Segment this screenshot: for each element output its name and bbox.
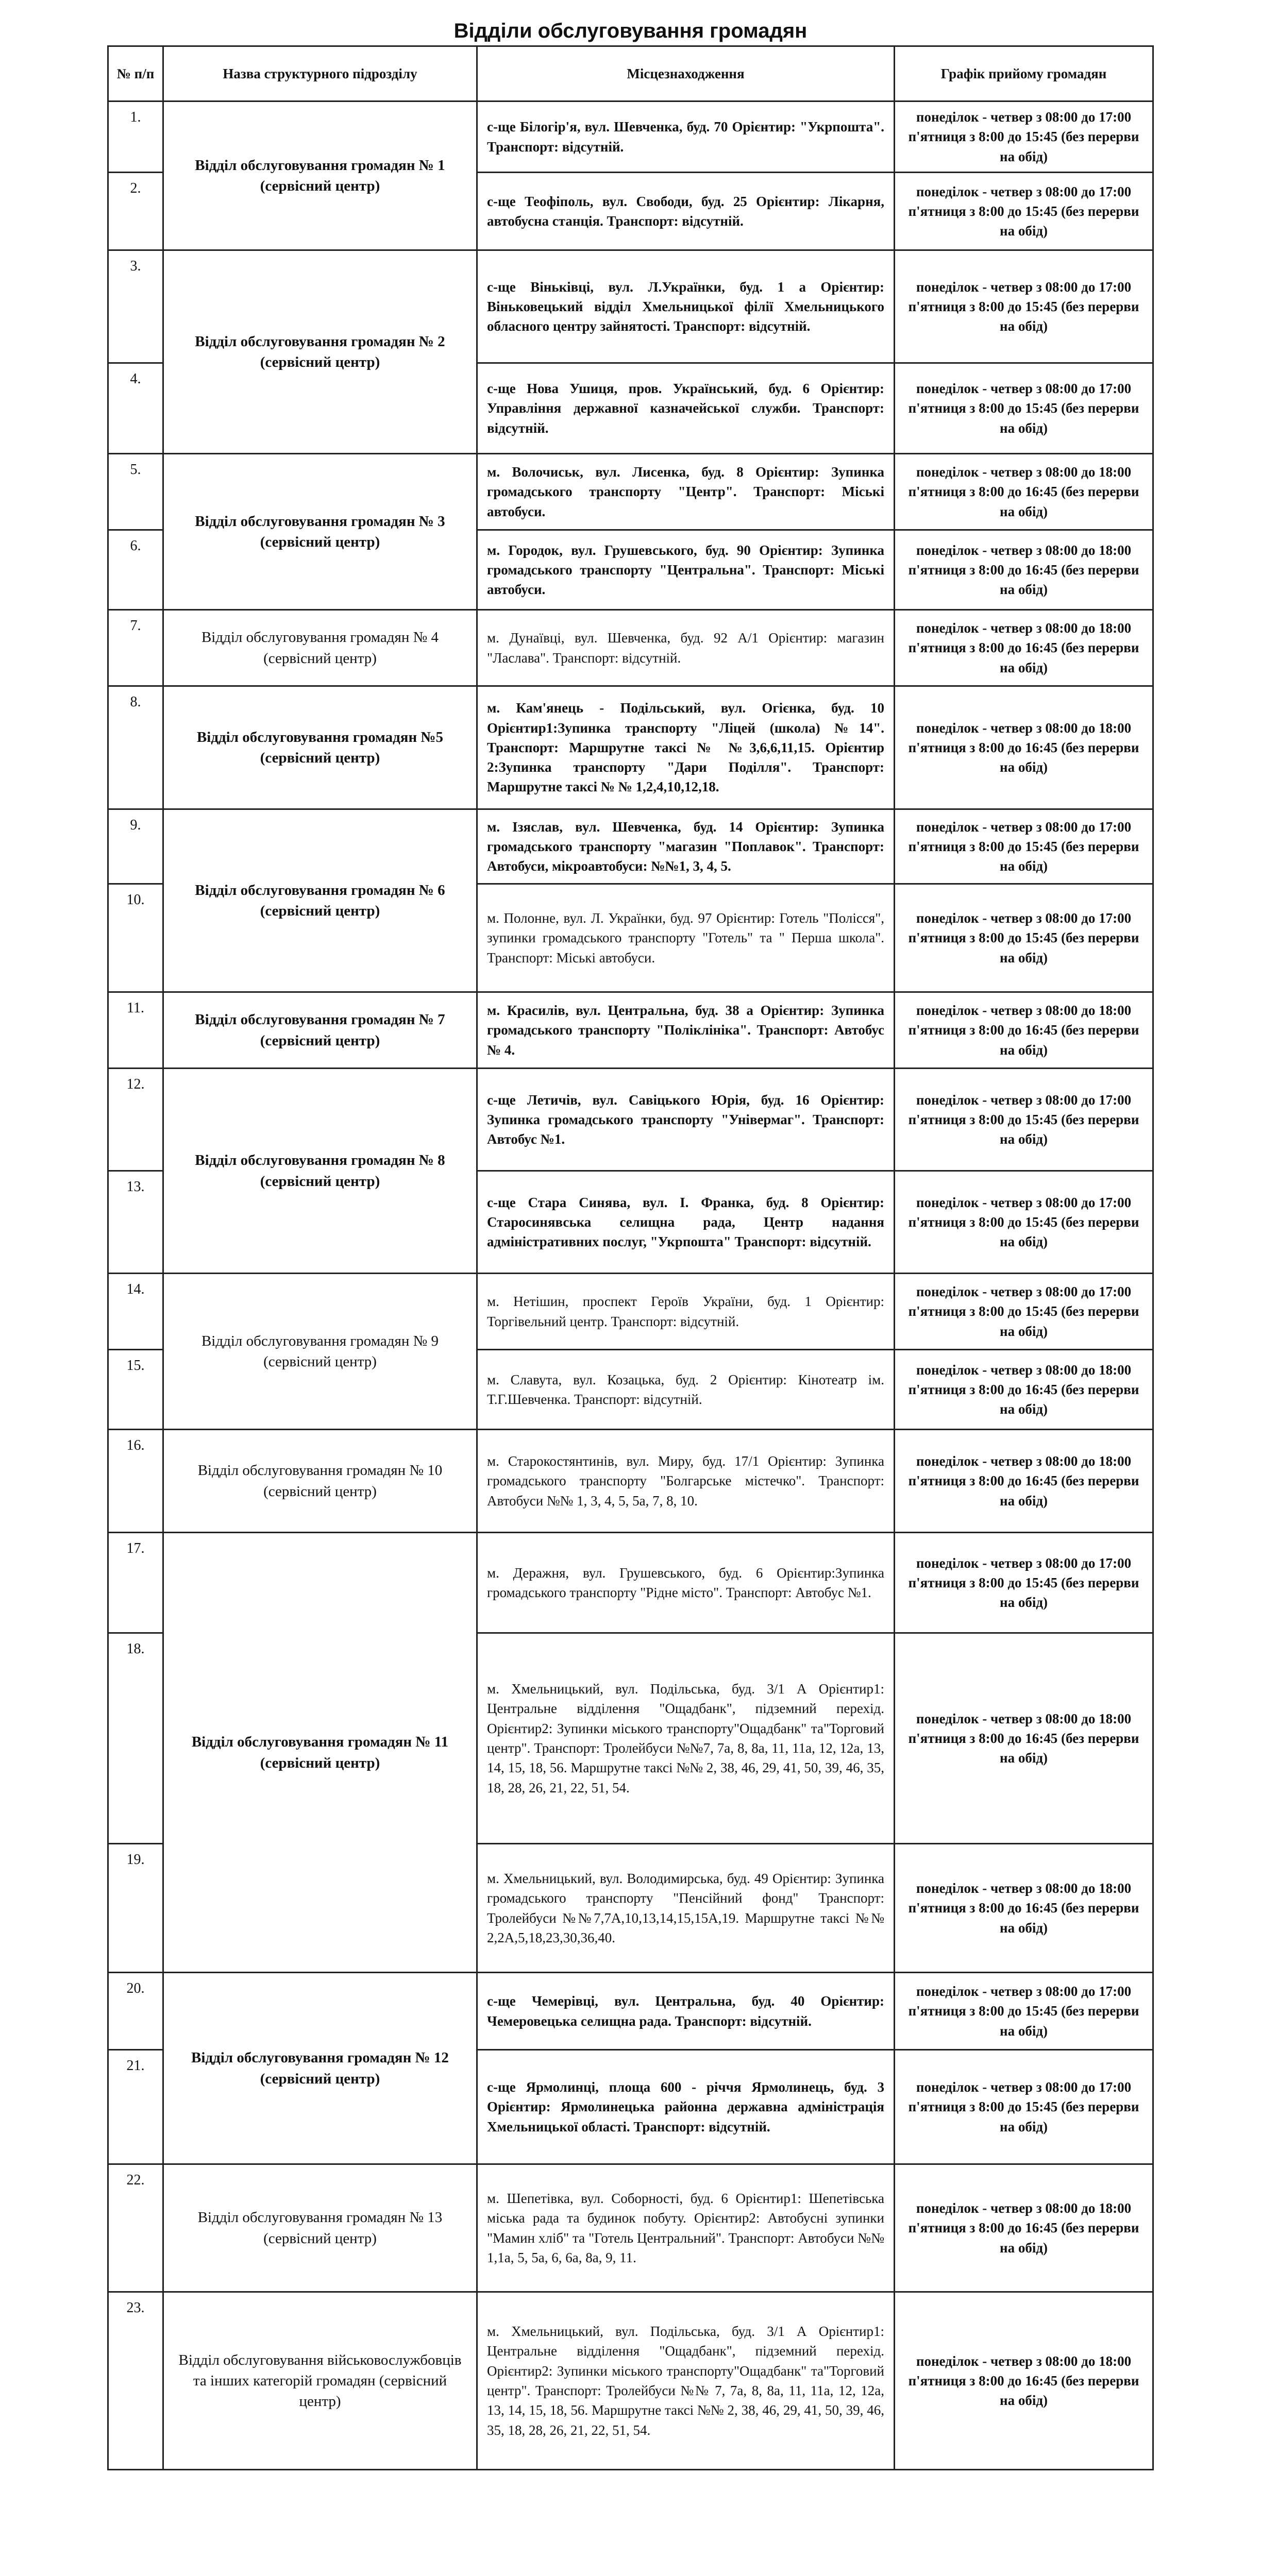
- row-number: 13.: [108, 1171, 163, 1274]
- location-cell: м. Хмельницький, вул. Володимирська, буд. 49 Орієнтир: Зупинка громадського транспорту "Пенсійний фонд" Транспорт: Тролейбуси №№7,7А,10,13,14,15,15А,19. Маршрутне таксі №№ 2,2А,5,18,23,30,36,40.: [477, 1844, 895, 1973]
- schedule-cell: понеділок - четвер з 08:00 до 18:00 п'ятниця з 8:00 до 16:45 (без перерви на обід): [895, 2164, 1153, 2292]
- row-number: 8.: [108, 686, 163, 809]
- row-number: 17.: [108, 1533, 163, 1633]
- schedule-cell: понеділок - четвер з 08:00 до 17:00 п'ятниця з 8:00 до 15:45 (без перерви на обід): [895, 173, 1153, 250]
- row-number: 3.: [108, 250, 163, 363]
- header-location: Місцезнаходження: [477, 46, 895, 101]
- table-body: [108, 101, 1153, 2470]
- location-cell: м. Деражня, вул. Грушевського, буд. 6 Орієнтир:Зупинка громадського транспорту "Рідне місто". Транспорт: Автобус №1.: [477, 1533, 895, 1633]
- table-row: [108, 250, 1153, 363]
- location-cell: м. Ізяслав, вул. Шевченка, буд. 14 Орієнтир: Зупинка громадського транспорту "магазин "Поплавок". Транспорт: Автобуси, мікроавтобуси: №№1, 3, 4, 5.: [477, 809, 895, 884]
- schedule-cell: понеділок - четвер з 08:00 до 18:00 п'ятниця з 8:00 до 16:45 (без перерви на обід): [895, 2292, 1153, 2470]
- location-cell: м. Кам'янець - Подільський, вул. Огієнка, буд. 10 Орієнтир1:Зупинка транспорту "Ліцей (школа) №14". Транспорт: Маршрутне таксі № №3,6,6,11,15. Орієнтир 2:Зупинка транспорту "Дари Поділля". Транспорт: Маршрутне таксі № № 1,2,4,10,12,18.: [477, 686, 895, 809]
- row-number: 10.: [108, 884, 163, 992]
- table-row: [108, 992, 1153, 1069]
- department-name: Відділ обслуговування громадян № 8 (сервісний центр): [163, 1069, 477, 1274]
- service-centers-table: [107, 45, 1154, 2470]
- header-num: № п/п: [108, 46, 163, 101]
- location-cell: с-ще Білогір'я, вул. Шевченка, буд. 70 Орієнтир: "Укрпошта". Транспорт: відсутній.: [477, 101, 895, 173]
- row-number: 15.: [108, 1350, 163, 1430]
- row-number: 1.: [108, 101, 163, 173]
- row-number: 12.: [108, 1069, 163, 1171]
- department-name: Відділ обслуговування військовослужбовців та інших категорій громадян (сервісний центр): [163, 2292, 477, 2470]
- table-row: [108, 1069, 1153, 1171]
- row-number: 19.: [108, 1844, 163, 1973]
- row-number: 21.: [108, 2050, 163, 2164]
- schedule-cell: понеділок - четвер з 08:00 до 18:00 п'ятниця з 8:00 до 16:45 (без перерви на обід): [895, 1430, 1153, 1533]
- location-cell: м. Славута, вул. Козацька, буд. 2 Орієнтир: Кінотеатр ім. Т.Г.Шевченка. Транспорт: відсутній.: [477, 1350, 895, 1430]
- department-name: Відділ обслуговування громадян № 12 (сервісний центр): [163, 1973, 477, 2164]
- location-cell: с-ще Теофіполь, вул. Свободи, буд. 25 Орієнтир: Лікарня, автобусна станція. Транспорт: відсутній.: [477, 173, 895, 250]
- department-name: Відділ обслуговування громадян № 11 (сервісний центр): [163, 1533, 477, 1973]
- schedule-cell: понеділок - четвер з 08:00 до 17:00 п'ятниця з 8:00 до 15:45 (без перерви на обід): [895, 2050, 1153, 2164]
- table-row: [108, 1430, 1153, 1533]
- location-cell: с-ще Віньківці, вул. Л.Українки, буд. 1 а Орієнтир: Віньковецький відділ Хмельницької філії Хмельницького обласного центру зайнятості. Транспорт: відсутній.: [477, 250, 895, 363]
- header-schedule: Графік прийому громадян: [895, 46, 1153, 101]
- department-name: Відділ обслуговування громадян № 10 (сервісний центр): [163, 1430, 477, 1533]
- table-row: [108, 1973, 1153, 2050]
- row-number: 16.: [108, 1430, 163, 1533]
- row-number: 9.: [108, 809, 163, 884]
- location-cell: м. Дунаївці, вул. Шевченка, буд. 92 А/1 Орієнтир: магазин "Ласлава". Транспорт: відсутній.: [477, 610, 895, 686]
- schedule-cell: понеділок - четвер з 08:00 до 18:00 п'ятниця з 8:00 до 16:45 (без перерви на обід): [895, 1633, 1153, 1844]
- location-cell: м. Городок, вул. Грушевського, буд. 90 Орієнтир: Зупинка громадського транспорту "Центральна". Транспорт: Міські автобуси.: [477, 530, 895, 610]
- table-row: [108, 101, 1153, 173]
- page-title: Відділи обслуговування громадян: [453, 20, 808, 42]
- location-cell: м. Волочиськ, вул. Лисенка, буд. 8 Орієнтир: Зупинка громадського транспорту "Центр". Транспорт: Міські автобуси.: [477, 454, 895, 530]
- row-number: 6.: [108, 530, 163, 610]
- schedule-cell: понеділок - четвер з 08:00 до 17:00 п'ятниця з 8:00 до 15:45 (без перерви на обід): [895, 1533, 1153, 1633]
- table-header-row: [108, 46, 1153, 101]
- department-name: Відділ обслуговування громадян № 1 (сервісний центр): [163, 101, 477, 250]
- schedule-cell: понеділок - четвер з 08:00 до 17:00 п'ятниця з 8:00 до 15:45 (без перерви на обід): [895, 1069, 1153, 1171]
- department-name: Відділ обслуговування громадян № 3 (сервісний центр): [163, 454, 477, 610]
- row-number: 2.: [108, 173, 163, 250]
- location-cell: с-ще Летичів, вул. Савіцького Юрія, буд. 16 Орієнтир: Зупинка громадського транспорту "Універмаг". Транспорт: Автобус №1.: [477, 1069, 895, 1171]
- schedule-cell: понеділок - четвер з 08:00 до 18:00 п'ятниця з 8:00 до 16:45 (без перерви на обід): [895, 610, 1153, 686]
- location-cell: м. Хмельницький, вул. Подільська, буд. 3/1 А Орієнтир1: Центральне відділення "Ощадбанк", підземний перехід. Орієнтир2: Зупинки міського транспорту"Ощадбанк" та"Торговий центр". Транспорт: Тролейбуси №№ 7, 7а, 8, 8а, 11, 11а, 12, 12а, 13, 14, 15, 18, 56. Маршрутне таксі №№ 2, 38, 46, 29, 41, 50, 39, 46, 35, 18, 28, 26, 21, 22, 51, 54.: [477, 2292, 895, 2470]
- department-name: Відділ обслуговування громадян № 7 (сервісний центр): [163, 992, 477, 1069]
- row-number: 22.: [108, 2164, 163, 2292]
- location-cell: м. Красилів, вул. Центральна, буд. 38 а Орієнтир: Зупинка громадського транспорту "Поліклініка". Транспорт: Автобус № 4.: [477, 992, 895, 1069]
- location-cell: с-ще Чемерівці, вул. Центральна, буд. 40 Орієнтир: Чемеровецька селищна рада. Транспорт: відсутній.: [477, 1973, 895, 2050]
- schedule-cell: понеділок - четвер з 08:00 до 17:00 п'ятниця з 8:00 до 15:45 (без перерви на обід): [895, 809, 1153, 884]
- header-name: Назва структурного підрозділу: [163, 46, 477, 101]
- location-cell: м. Нетішин, проспект Героїв України, буд. 1 Орієнтир: Торгівельний центр. Транспорт: відсутній.: [477, 1274, 895, 1350]
- row-number: 7.: [108, 610, 163, 686]
- row-number: 18.: [108, 1633, 163, 1844]
- schedule-cell: понеділок - четвер з 08:00 до 17:00 п'ятниця з 8:00 до 15:45 (без перерви на обід): [895, 1171, 1153, 1274]
- department-name: Відділ обслуговування громадян №5 (сервісний центр): [163, 686, 477, 809]
- department-name: Відділ обслуговування громадян № 2 (сервісний центр): [163, 250, 477, 454]
- schedule-cell: понеділок - четвер з 08:00 до 17:00 п'ятниця з 8:00 до 15:45 (без перерви на обід): [895, 1973, 1153, 2050]
- row-number: 5.: [108, 454, 163, 530]
- location-cell: с-ще Ярмолинці, площа 600 - річчя Ярмолинець, буд. 3 Орієнтир: Ярмолинецька районна державна адміністрація Хмельницької області. Транспорт: відсутній.: [477, 2050, 895, 2164]
- row-number: 4.: [108, 363, 163, 454]
- schedule-cell: понеділок - четвер з 08:00 до 17:00 п'ятниця з 8:00 до 15:45 (без перерви на обід): [895, 101, 1153, 173]
- location-cell: м. Полонне, вул. Л. Українки, буд. 97 Орієнтир: Готель "Полісся", зупинки громадського транспорту "Готель" та " Перша школа". Транспорт: Міські автобуси.: [477, 884, 895, 992]
- schedule-cell: понеділок - четвер з 08:00 до 18:00 п'ятниця з 8:00 до 16:45 (без перерви на обід): [895, 1350, 1153, 1430]
- schedule-cell: понеділок - четвер з 08:00 до 18:00 п'ятниця з 8:00 до 16:45 (без перерви на обід): [895, 530, 1153, 610]
- row-number: 14.: [108, 1274, 163, 1350]
- schedule-cell: понеділок - четвер з 08:00 до 18:00 п'ятниця з 8:00 до 16:45 (без перерви на обід): [895, 1844, 1153, 1973]
- table-row: [108, 610, 1153, 686]
- row-number: 11.: [108, 992, 163, 1069]
- department-name: Відділ обслуговування громадян № 9 (сервісний центр): [163, 1274, 477, 1430]
- row-number: 20.: [108, 1973, 163, 2050]
- schedule-cell: понеділок - четвер з 08:00 до 18:00 п'ятниця з 8:00 до 16:45 (без перерви на обід): [895, 454, 1153, 530]
- schedule-cell: понеділок - четвер з 08:00 до 17:00 п'ятниця з 8:00 до 15:45 (без перерви на обід): [895, 1274, 1153, 1350]
- location-cell: м. Старокостянтинів, вул. Миру, буд. 17/1 Орієнтир: Зупинка громадського транспорту "Болгарське містечко". Транспорт: Автобуси №№ 1, 3, 4, 5, 5а, 7, 8, 10.: [477, 1430, 895, 1533]
- table-row: [108, 1533, 1153, 1633]
- table-row: [108, 686, 1153, 809]
- location-cell: с-ще Нова Ушиця, пров. Український, буд. 6 Орієнтир: Управління державної казначейської служби. Транспорт: відсутній.: [477, 363, 895, 454]
- table-row: [108, 809, 1153, 884]
- location-cell: м. Хмельницький, вул. Подільська, буд. 3/1 А Орієнтир1: Центральне відділення "Ощадбанк", підземний перехід. Орієнтир2: Зупинки міського транспорту"Ощадбанк" та"Торговий центр". Транспорт: Тролейбуси №№7, 7а, 8, 8а, 11, 11а, 12, 12а, 13, 14, 15, 18, 56. Маршрутне таксі №№ 2, 38, 46, 29, 41, 50, 39, 46, 35, 18, 28, 26, 21, 22, 51, 54.: [477, 1633, 895, 1844]
- location-cell: с-ще Стара Синява, вул. І. Франка, буд. 8 Орієнтир: Старосинявська селищна рада, Центр надання адміністративних послуг, "Укрпошта" Транспорт: відсутній.: [477, 1171, 895, 1274]
- table-row: [108, 1274, 1153, 1350]
- schedule-cell: понеділок - четвер з 08:00 до 18:00 п'ятниця з 8:00 до 16:45 (без перерви на обід): [895, 992, 1153, 1069]
- schedule-cell: понеділок - четвер з 08:00 до 17:00 п'ятниця з 8:00 до 15:45 (без перерви на обід): [895, 884, 1153, 992]
- schedule-cell: понеділок - четвер з 08:00 до 18:00 п'ятниця з 8:00 до 16:45 (без перерви на обід): [895, 686, 1153, 809]
- table-row: [108, 2292, 1153, 2470]
- row-number: 23.: [108, 2292, 163, 2470]
- table-row: [108, 2164, 1153, 2292]
- department-name: Відділ обслуговування громадян № 4 (сервісний центр): [163, 610, 477, 686]
- schedule-cell: понеділок - четвер з 08:00 до 17:00 п'ятниця з 8:00 до 15:45 (без перерви на обід): [895, 250, 1153, 363]
- department-name: Відділ обслуговування громадян № 6 (сервісний центр): [163, 809, 477, 992]
- department-name: Відділ обслуговування громадян № 13 (сервісний центр): [163, 2164, 477, 2292]
- schedule-cell: понеділок - четвер з 08:00 до 17:00 п'ятниця з 8:00 до 15:45 (без перерви на обід): [895, 363, 1153, 454]
- table-row: [108, 454, 1153, 530]
- location-cell: м. Шепетівка, вул. Соборності, буд. 6 Орієнтир1: Шепетівська міська рада та будинок побуту. Орієнтир2: Автобусні зупинки "Мамин хліб" та "Готель Центральний". Транспорт: Автобуси №№ 1,1а, 5, 5а, 6, 6а, 8а, 9, 11.: [477, 2164, 895, 2292]
